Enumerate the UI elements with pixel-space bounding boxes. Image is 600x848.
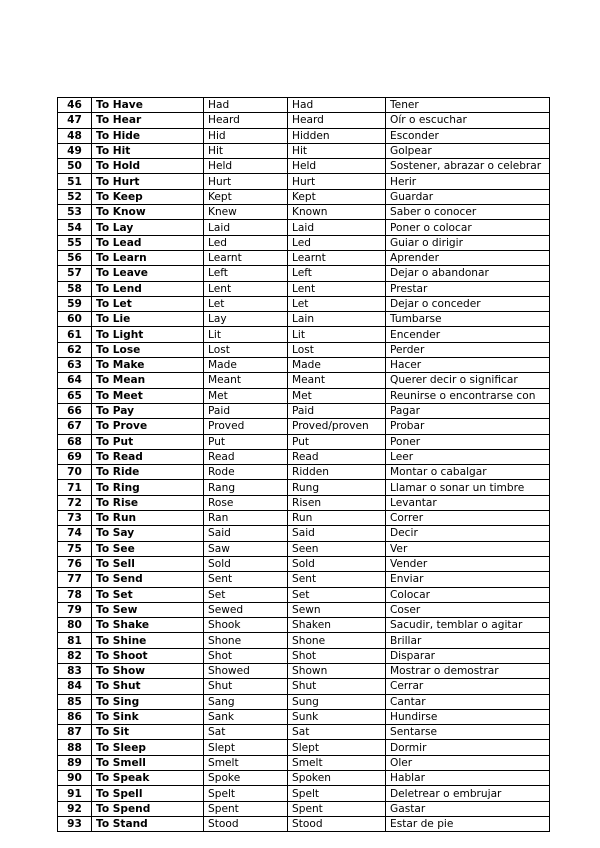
verb-past-simple: Put — [204, 434, 288, 449]
verb-translation: Dejar o abandonar — [386, 266, 550, 281]
verb-past-participle: Said — [288, 526, 386, 541]
verb-past-participle: Lent — [288, 281, 386, 296]
verb-number: 50 — [58, 159, 92, 174]
verb-number: 57 — [58, 266, 92, 281]
verb-number: 89 — [58, 755, 92, 770]
verb-number: 74 — [58, 526, 92, 541]
verb-past-participle: Read — [288, 449, 386, 464]
verb-past-participle: Lit — [288, 327, 386, 342]
verb-past-simple: Knew — [204, 205, 288, 220]
verb-past-simple: Led — [204, 235, 288, 250]
verb-translation: Encender — [386, 327, 550, 342]
verb-past-participle: Laid — [288, 220, 386, 235]
irregular-verbs-table — [57, 97, 550, 832]
verb-past-simple: Lent — [204, 281, 288, 296]
verb-infinitive: To See — [92, 541, 204, 556]
verb-translation: Brillar — [386, 633, 550, 648]
verb-translation: Gastar — [386, 801, 550, 816]
verb-number: 60 — [58, 312, 92, 327]
verb-past-participle: Lain — [288, 312, 386, 327]
verb-number: 64 — [58, 373, 92, 388]
verb-infinitive: To Run — [92, 511, 204, 526]
verb-number: 51 — [58, 174, 92, 189]
verb-number: 76 — [58, 556, 92, 571]
verb-number: 61 — [58, 327, 92, 342]
verb-translation: Hundirse — [386, 709, 550, 724]
verb-number: 63 — [58, 358, 92, 373]
verb-row — [58, 541, 550, 556]
verb-past-simple: Hurt — [204, 174, 288, 189]
verb-infinitive: To Lie — [92, 312, 204, 327]
verb-number: 54 — [58, 220, 92, 235]
verb-past-simple: Rode — [204, 465, 288, 480]
verb-infinitive: To Hurt — [92, 174, 204, 189]
verb-number: 59 — [58, 296, 92, 311]
verb-row — [58, 511, 550, 526]
verb-past-participle: Ridden — [288, 465, 386, 480]
verb-infinitive: To Lose — [92, 342, 204, 357]
verb-past-simple: Slept — [204, 740, 288, 755]
verb-past-participle: Put — [288, 434, 386, 449]
verb-row — [58, 618, 550, 633]
verb-number: 68 — [58, 434, 92, 449]
verb-infinitive: To Keep — [92, 189, 204, 204]
verb-past-simple: Stood — [204, 816, 288, 831]
verb-row — [58, 373, 550, 388]
verb-number: 78 — [58, 587, 92, 602]
verb-row — [58, 556, 550, 571]
verb-infinitive: To Send — [92, 572, 204, 587]
verb-past-participle: Proved/proven — [288, 419, 386, 434]
verb-number: 87 — [58, 725, 92, 740]
verb-number: 62 — [58, 342, 92, 357]
verb-past-participle: Paid — [288, 403, 386, 418]
verb-past-simple: Laid — [204, 220, 288, 235]
verb-translation: Ver — [386, 541, 550, 556]
verb-infinitive: To Shoot — [92, 648, 204, 663]
verb-row — [58, 98, 550, 113]
verb-past-simple: Had — [204, 98, 288, 113]
verb-translation: Mostrar o demostrar — [386, 663, 550, 678]
verb-translation: Estar de pie — [386, 816, 550, 831]
verb-row — [58, 679, 550, 694]
verb-translation: Saber o conocer — [386, 205, 550, 220]
verb-past-simple: Made — [204, 358, 288, 373]
verb-number: 52 — [58, 189, 92, 204]
verb-infinitive: To Ring — [92, 480, 204, 495]
verb-number: 88 — [58, 740, 92, 755]
verb-translation: Sostener, abrazar o celebrar — [386, 159, 550, 174]
verb-row — [58, 358, 550, 373]
verb-infinitive: To Hit — [92, 143, 204, 158]
verb-translation: Cantar — [386, 694, 550, 709]
verb-row — [58, 602, 550, 617]
verb-past-simple: Saw — [204, 541, 288, 556]
verb-row — [58, 755, 550, 770]
verb-number: 67 — [58, 419, 92, 434]
verb-number: 86 — [58, 709, 92, 724]
verb-past-participle: Met — [288, 388, 386, 403]
verb-translation: Tumbarse — [386, 312, 550, 327]
verb-translation: Golpear — [386, 143, 550, 158]
verb-past-participle: Had — [288, 98, 386, 113]
verb-infinitive: To Pay — [92, 403, 204, 418]
verb-number: 66 — [58, 403, 92, 418]
verb-infinitive: To Stand — [92, 816, 204, 831]
verb-past-simple: Sewed — [204, 602, 288, 617]
verb-row — [58, 159, 550, 174]
verb-infinitive: To Learn — [92, 250, 204, 265]
verb-row — [58, 113, 550, 128]
verb-number: 93 — [58, 816, 92, 831]
verb-past-participle: Shut — [288, 679, 386, 694]
verb-past-simple: Sank — [204, 709, 288, 724]
verb-past-simple: Shot — [204, 648, 288, 663]
verb-row — [58, 786, 550, 801]
verb-row — [58, 816, 550, 831]
verb-past-participle: Spelt — [288, 786, 386, 801]
verb-number: 55 — [58, 235, 92, 250]
verb-number: 91 — [58, 786, 92, 801]
verb-past-simple: Rose — [204, 495, 288, 510]
verb-translation: Montar o cabalgar — [386, 465, 550, 480]
verb-past-participle: Set — [288, 587, 386, 602]
verb-infinitive: To Lend — [92, 281, 204, 296]
verb-translation: Sacudir, temblar o agitar — [386, 618, 550, 633]
verb-infinitive: To Mean — [92, 373, 204, 388]
verb-past-simple: Showed — [204, 663, 288, 678]
verb-translation: Poner o colocar — [386, 220, 550, 235]
verb-infinitive: To Rise — [92, 495, 204, 510]
verb-row — [58, 327, 550, 342]
verb-row — [58, 480, 550, 495]
verb-infinitive: To Set — [92, 587, 204, 602]
verb-row — [58, 403, 550, 418]
verb-past-participle: Sunk — [288, 709, 386, 724]
verb-past-simple: Shone — [204, 633, 288, 648]
verb-infinitive: To Shake — [92, 618, 204, 633]
verb-translation: Hacer — [386, 358, 550, 373]
verb-row — [58, 740, 550, 755]
verb-row — [58, 220, 550, 235]
verb-past-simple: Sat — [204, 725, 288, 740]
verb-number: 72 — [58, 495, 92, 510]
verb-past-simple: Said — [204, 526, 288, 541]
verb-infinitive: To Ride — [92, 465, 204, 480]
verb-infinitive: To Read — [92, 449, 204, 464]
verb-past-participle: Risen — [288, 495, 386, 510]
verb-past-participle: Hit — [288, 143, 386, 158]
verb-number: 71 — [58, 480, 92, 495]
verb-past-participle: Stood — [288, 816, 386, 831]
verb-past-simple: Spoke — [204, 771, 288, 786]
verb-infinitive: To Put — [92, 434, 204, 449]
verb-infinitive: To Have — [92, 98, 204, 113]
verb-infinitive: To Sit — [92, 725, 204, 740]
verb-row — [58, 342, 550, 357]
verb-translation: Cerrar — [386, 679, 550, 694]
verb-infinitive: To Sing — [92, 694, 204, 709]
verbs-table-body — [58, 98, 550, 832]
verb-past-simple: Spent — [204, 801, 288, 816]
verb-past-simple: Lay — [204, 312, 288, 327]
verb-number: 84 — [58, 679, 92, 694]
verb-past-participle: Let — [288, 296, 386, 311]
verb-past-simple: Hit — [204, 143, 288, 158]
verb-row — [58, 388, 550, 403]
verb-past-simple: Let — [204, 296, 288, 311]
verb-past-simple: Lit — [204, 327, 288, 342]
verb-infinitive: To Let — [92, 296, 204, 311]
verb-past-participle: Sent — [288, 572, 386, 587]
verb-past-simple: Shut — [204, 679, 288, 694]
verb-number: 49 — [58, 143, 92, 158]
verb-translation: Leer — [386, 449, 550, 464]
verb-number: 80 — [58, 618, 92, 633]
verb-past-simple: Kept — [204, 189, 288, 204]
verb-number: 83 — [58, 663, 92, 678]
verb-row — [58, 434, 550, 449]
verb-infinitive: To Sell — [92, 556, 204, 571]
verb-translation: Herir — [386, 174, 550, 189]
verb-number: 65 — [58, 388, 92, 403]
verb-past-simple: Rang — [204, 480, 288, 495]
verb-past-participle: Run — [288, 511, 386, 526]
verb-past-participle: Heard — [288, 113, 386, 128]
verb-translation: Querer decir o significar — [386, 373, 550, 388]
verb-row — [58, 771, 550, 786]
verb-row — [58, 572, 550, 587]
verb-infinitive: To Light — [92, 327, 204, 342]
verb-row — [58, 128, 550, 143]
verb-infinitive: To Show — [92, 663, 204, 678]
verb-past-participle: Hidden — [288, 128, 386, 143]
verb-past-participle: Spoken — [288, 771, 386, 786]
verb-past-participle: Kept — [288, 189, 386, 204]
verb-number: 46 — [58, 98, 92, 113]
verb-row — [58, 694, 550, 709]
verb-past-participle: Sold — [288, 556, 386, 571]
verb-row — [58, 266, 550, 281]
verb-number: 58 — [58, 281, 92, 296]
verb-translation: Oler — [386, 755, 550, 770]
verb-infinitive: To Hear — [92, 113, 204, 128]
verb-row — [58, 281, 550, 296]
verb-past-participle: Hurt — [288, 174, 386, 189]
verb-past-participle: Held — [288, 159, 386, 174]
verb-past-simple: Smelt — [204, 755, 288, 770]
verb-translation: Reunirse o encontrarse con — [386, 388, 550, 403]
verb-translation: Levantar — [386, 495, 550, 510]
verb-past-simple: Lost — [204, 342, 288, 357]
verb-past-simple: Meant — [204, 373, 288, 388]
verb-past-participle: Meant — [288, 373, 386, 388]
verb-past-simple: Spelt — [204, 786, 288, 801]
verb-past-simple: Paid — [204, 403, 288, 418]
verb-past-participle: Shone — [288, 633, 386, 648]
verb-infinitive: To Say — [92, 526, 204, 541]
verb-infinitive: To Prove — [92, 419, 204, 434]
verb-translation: Colocar — [386, 587, 550, 602]
verb-past-participle: Shown — [288, 663, 386, 678]
verb-infinitive: To Sink — [92, 709, 204, 724]
verb-past-participle: Lost — [288, 342, 386, 357]
verb-infinitive: To Sleep — [92, 740, 204, 755]
verb-number: 53 — [58, 205, 92, 220]
verb-infinitive: To Hold — [92, 159, 204, 174]
verb-past-simple: Learnt — [204, 250, 288, 265]
verb-infinitive: To Shine — [92, 633, 204, 648]
verb-infinitive: To Meet — [92, 388, 204, 403]
verb-past-simple: Heard — [204, 113, 288, 128]
verb-translation: Llamar o sonar un timbre — [386, 480, 550, 495]
verb-row — [58, 189, 550, 204]
verb-row — [58, 205, 550, 220]
verb-infinitive: To Speak — [92, 771, 204, 786]
verb-row — [58, 633, 550, 648]
verb-row — [58, 526, 550, 541]
verb-row — [58, 296, 550, 311]
verb-row — [58, 725, 550, 740]
verb-row — [58, 587, 550, 602]
verb-infinitive: To Lay — [92, 220, 204, 235]
verb-past-simple: Met — [204, 388, 288, 403]
verb-row — [58, 801, 550, 816]
verb-past-participle: Rung — [288, 480, 386, 495]
verb-number: 47 — [58, 113, 92, 128]
verb-row — [58, 663, 550, 678]
verb-number: 48 — [58, 128, 92, 143]
verb-number: 92 — [58, 801, 92, 816]
verb-translation: Decir — [386, 526, 550, 541]
verb-past-simple: Proved — [204, 419, 288, 434]
verb-past-participle: Slept — [288, 740, 386, 755]
verb-past-simple: Sent — [204, 572, 288, 587]
verb-number: 77 — [58, 572, 92, 587]
verb-infinitive: To Make — [92, 358, 204, 373]
verb-translation: Hablar — [386, 771, 550, 786]
verb-infinitive: To Leave — [92, 266, 204, 281]
verb-past-simple: Read — [204, 449, 288, 464]
verb-infinitive: To Shut — [92, 679, 204, 694]
verb-past-participle: Spent — [288, 801, 386, 816]
verb-number: 70 — [58, 465, 92, 480]
verb-past-simple: Ran — [204, 511, 288, 526]
verb-row — [58, 449, 550, 464]
verb-translation: Correr — [386, 511, 550, 526]
verb-translation: Esconder — [386, 128, 550, 143]
verb-past-participle: Left — [288, 266, 386, 281]
verb-infinitive: To Hide — [92, 128, 204, 143]
verb-number: 73 — [58, 511, 92, 526]
verb-translation: Probar — [386, 419, 550, 434]
verb-number: 79 — [58, 602, 92, 617]
verb-row — [58, 143, 550, 158]
verb-infinitive: To Spend — [92, 801, 204, 816]
verb-infinitive: To Smell — [92, 755, 204, 770]
verb-past-participle: Smelt — [288, 755, 386, 770]
verb-past-simple: Shook — [204, 618, 288, 633]
verb-infinitive: To Know — [92, 205, 204, 220]
verb-row — [58, 465, 550, 480]
verb-number: 82 — [58, 648, 92, 663]
verb-number: 75 — [58, 541, 92, 556]
verb-translation: Coser — [386, 602, 550, 617]
verb-past-participle: Sat — [288, 725, 386, 740]
verb-past-simple: Sold — [204, 556, 288, 571]
verb-translation: Aprender — [386, 250, 550, 265]
verb-past-participle: Made — [288, 358, 386, 373]
verb-row — [58, 235, 550, 250]
verb-past-participle: Shot — [288, 648, 386, 663]
verb-past-simple: Sang — [204, 694, 288, 709]
verb-translation: Dejar o conceder — [386, 296, 550, 311]
verb-translation: Prestar — [386, 281, 550, 296]
verb-number: 90 — [58, 771, 92, 786]
verb-infinitive: To Lead — [92, 235, 204, 250]
verb-row — [58, 419, 550, 434]
verb-translation: Dormir — [386, 740, 550, 755]
verb-number: 69 — [58, 449, 92, 464]
verb-translation: Perder — [386, 342, 550, 357]
verb-past-simple: Left — [204, 266, 288, 281]
verb-translation: Disparar — [386, 648, 550, 663]
verb-translation: Guiar o dirigir — [386, 235, 550, 250]
verb-past-participle: Sung — [288, 694, 386, 709]
verb-row — [58, 174, 550, 189]
verb-translation: Poner — [386, 434, 550, 449]
verb-past-participle: Known — [288, 205, 386, 220]
verb-infinitive: To Spell — [92, 786, 204, 801]
verb-translation: Oír o escuchar — [386, 113, 550, 128]
verb-number: 81 — [58, 633, 92, 648]
verb-translation: Pagar — [386, 403, 550, 418]
verb-past-participle: Led — [288, 235, 386, 250]
verb-past-simple: Set — [204, 587, 288, 602]
verb-past-participle: Seen — [288, 541, 386, 556]
verb-row — [58, 648, 550, 663]
verb-infinitive: To Sew — [92, 602, 204, 617]
verb-number: 85 — [58, 694, 92, 709]
verb-translation: Deletrear o embrujar — [386, 786, 550, 801]
verb-translation: Sentarse — [386, 725, 550, 740]
verb-row — [58, 495, 550, 510]
verb-translation: Guardar — [386, 189, 550, 204]
verb-past-participle: Shaken — [288, 618, 386, 633]
verb-past-simple: Held — [204, 159, 288, 174]
verb-row — [58, 312, 550, 327]
verb-number: 56 — [58, 250, 92, 265]
verb-past-simple: Hid — [204, 128, 288, 143]
verb-row — [58, 709, 550, 724]
verb-past-participle: Sewn — [288, 602, 386, 617]
verb-row — [58, 250, 550, 265]
verb-translation: Tener — [386, 98, 550, 113]
verb-past-participle: Learnt — [288, 250, 386, 265]
verb-translation: Enviar — [386, 572, 550, 587]
verb-translation: Vender — [386, 556, 550, 571]
